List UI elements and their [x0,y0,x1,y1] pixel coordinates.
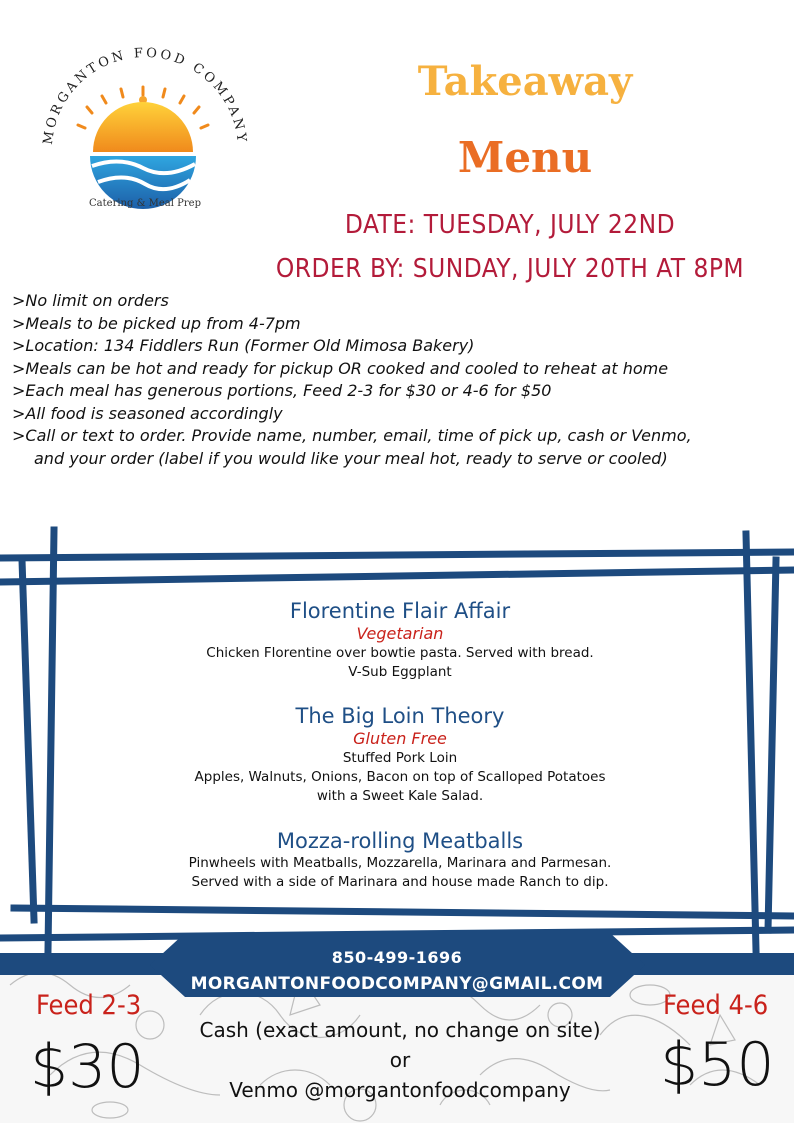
menu-item-name: The Big Loin Theory [295,704,505,728]
order-notes [12,290,782,470]
menu-item-desc: Pinwheels with Meatballs, Mozzarella, Marinara and Parmesan. [188,855,612,871]
note-line: >Meals can be hot and ready for pickup OR cooked and cooled to reheat at home [12,358,669,378]
menu-item-tag: Gluten Free [353,729,447,748]
note-line: >Call or text to order. Provide name, number, email, time of pick up, cash or Venmo, [12,426,692,445]
menu-item-desc: Apples, Walnuts, Onions, Bacon on top of Scalloped Potatoes [194,769,606,785]
payment-or: or [389,1048,411,1072]
note-line: >Meals to be picked up from 4-7pm [12,313,301,333]
menu-item-desc: Stuffed Pork Loin [342,750,458,766]
title-menu: Menu [457,133,593,182]
contact-phone[interactable]: 850-499-1696 [331,948,463,967]
feed-size-small: Feed 2-3 [36,990,142,1021]
note-line: >Each meal has generous portions, Feed 2-3 for $30 or 4-6 for $50 [12,381,552,400]
note-line: >All food is seasoned accordingly [12,403,283,423]
order-deadline: ORDER BY: SUNDAY, JULY 20TH AT 8PM [275,254,745,284]
menu-item-name: Mozza-rolling Meatballs [276,829,524,853]
payment-venmo: Venmo @morgantonfoodcompany [229,1078,571,1102]
feed-size-large: Feed 4-6 [663,990,769,1021]
menu-item-desc: with a Sweet Kale Salad. [316,788,484,804]
price-large: $50 [660,1030,775,1100]
payment-info [160,1015,640,1105]
payment-cash: Cash (exact amount, no change on site) [199,1018,601,1042]
menu-item-desc: Served with a side of Marinara and house made Ranch to dip. [191,874,609,890]
price-small: $30 [30,1032,145,1102]
menu-item-name: Florentine Flair Affair [289,599,511,623]
menu-item-tag: Vegetarian [356,624,444,643]
note-line: >No limit on orders [12,291,169,310]
logo-arc-text: MORGANTON FOOD COMPANY [40,45,249,146]
menu-item [100,598,700,682]
menu-item [100,828,700,892]
title-takeaway: Takeaway [417,58,633,105]
note-line: and your order (label if you would like your meal hot, ready to serve or cooled) [34,448,668,468]
menu-item-desc: V-Sub Eggplant [348,664,452,680]
menu-item-desc: Chicken Florentine over bowtie pasta. Served with bread. [206,645,594,661]
logo-subtitle: Catering & Meal Prep [89,198,201,209]
contact-email[interactable]: MORGANTONFOODCOMPANY@GMAIL.COM [190,974,604,994]
note-line: >Location: 134 Fiddlers Run (Former Old Mimosa Bakery) [12,336,475,355]
event-date: DATE: TUESDAY, JULY 22ND [344,210,676,240]
menu-item [100,703,700,806]
